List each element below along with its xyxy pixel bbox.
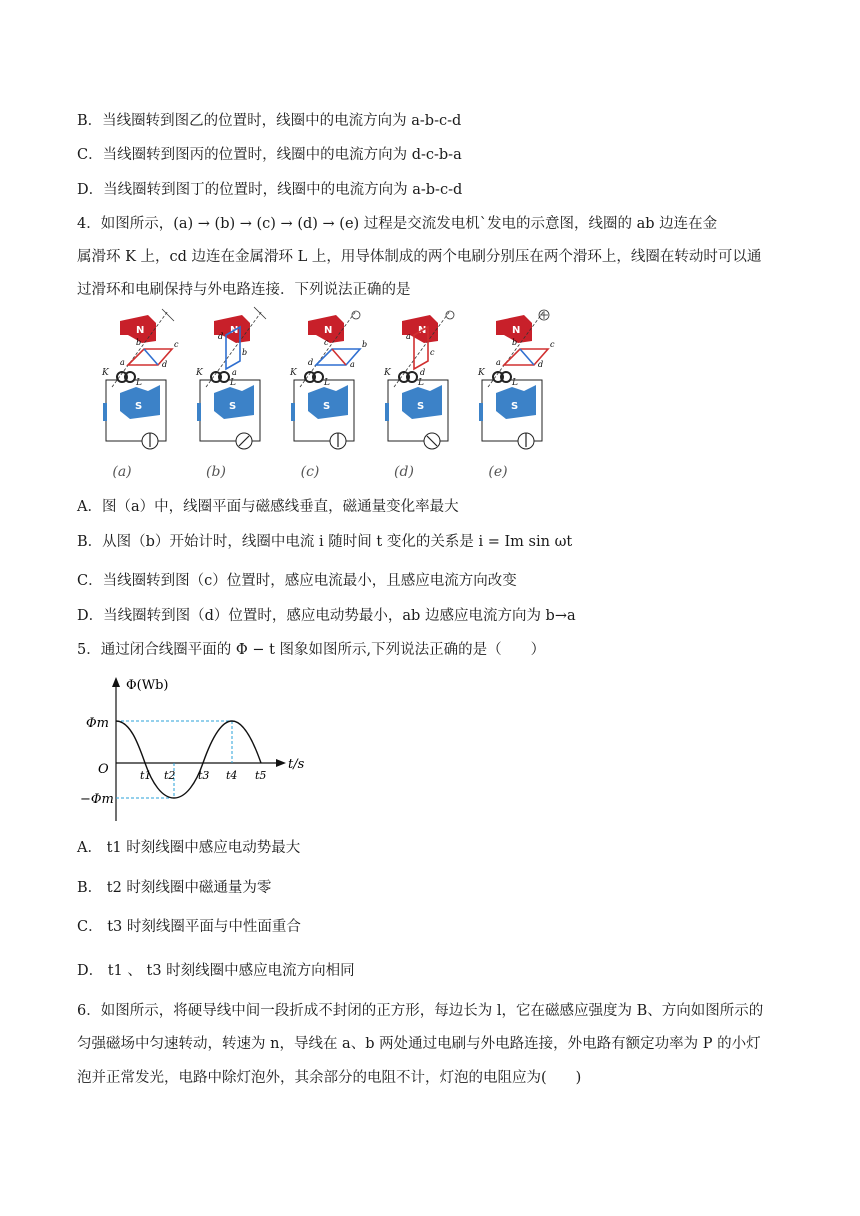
q4-option-d: D．当线圈转到图（d）位置时，感应电动势最小，ab 边感应电流方向为 b→a: [77, 608, 576, 624]
q6-stem-line3: 泡并正常发光，电路中除灯泡外，其余部分的电阻不计，灯泡的电阻应为( ): [77, 1070, 582, 1086]
flux-time-graph: [80, 673, 320, 823]
svg-text:c: c: [430, 348, 435, 357]
svg-text:d: d: [420, 368, 426, 377]
svg-text:a: a: [350, 360, 355, 369]
svg-text:b: b: [242, 348, 248, 357]
generator-figures: K L b c d a d b a c b a d a c d b c d a: [80, 305, 560, 465]
svg-text:a: a: [120, 358, 125, 367]
q4-option-b: B．从图（b）开始计时，线圈中电流 i 随时间 t 变化的关系是 i = Im sin ωt: [77, 534, 573, 550]
graph-tick-t3: t3: [198, 769, 210, 782]
graph-tick-t2: t2: [164, 769, 176, 782]
q3-option-b: B．当线圈转到图乙的位置时，线圈中的电流方向为 a-b-c-d: [77, 113, 462, 129]
svg-text:d: d: [538, 360, 544, 369]
svg-text:c: c: [324, 338, 329, 347]
q4-stem-line3: 过滑环和电刷保持与外电路连接．下列说法正确的是: [77, 282, 411, 298]
q5-option-d: D． t1 、 t3 时刻线圈中感应电流方向相同: [77, 963, 355, 979]
q4-stem-line2: 属滑环 K 上，cd 边连在金属滑环 L 上，用导体制成的两个电刷分别压在两个滑环上，线圈在转动时可以通: [77, 249, 762, 265]
svg-text:a: a: [496, 358, 501, 367]
svg-text:d: d: [308, 358, 314, 367]
figure-label-d: (d): [394, 464, 414, 480]
svg-text:b: b: [362, 340, 368, 349]
figure-label-e: (e): [488, 464, 508, 480]
graph-origin: O: [98, 762, 109, 777]
q5-option-c: C． t3 时刻线圈平面与中性面重合: [77, 919, 301, 935]
graph-phi-min: −Φm: [80, 792, 114, 807]
svg-text:d: d: [162, 360, 168, 369]
svg-text:b: b: [136, 338, 142, 347]
q4-stem-line1: 4．如图所示，(a) → (b) → (c) → (d) → (e) 过程是交流发电机`发电的示意图，线圈的 ab 边连在金: [77, 216, 718, 232]
svg-text:c: c: [174, 340, 179, 349]
graph-tick-t5: t5: [255, 769, 267, 782]
graph-phi-max: Φm: [86, 716, 109, 731]
svg-text:a: a: [232, 368, 237, 377]
q3-option-d: D．当线圈转到图丁的位置时，线圈中的电流方向为 a-b-c-d: [77, 182, 463, 198]
svg-text:a: a: [406, 332, 411, 341]
q5-stem: 5．通过闭合线圈平面的 Φ − t 图象如图所示,下列说法正确的是（ ）: [77, 642, 546, 658]
graph-x-label: t/s: [288, 757, 305, 772]
svg-text:b: b: [512, 338, 518, 347]
q6-stem-line2: 匀强磁场中匀速转动，转速为 n，导线在 a、b 两处通过电刷与外电路连接，外电路有额定功率为 P 的小灯: [77, 1036, 761, 1052]
graph-y-label: Φ(Wb): [126, 678, 169, 693]
figure-label-b: (b): [206, 464, 226, 480]
q4-option-a: A．图（a）中，线圈平面与磁感线垂直，磁通量变化率最大: [77, 499, 459, 515]
q4-option-c: C．当线圈转到图（c）位置时，感应电流最小，且感应电流方向改变: [77, 573, 517, 589]
figure-label-a: (a): [112, 464, 132, 480]
svg-text:c: c: [550, 340, 555, 349]
q5-option-b: B． t2 时刻线圈中磁通量为零: [77, 880, 272, 896]
q6-stem-line1: 6．如图所示，将硬导线中间一段折成不封闭的正方形，每边长为 l，它在磁感应强度为 B、方向如图所示的: [77, 1003, 764, 1019]
graph-tick-t1: t1: [140, 769, 152, 782]
figure-label-c: (c): [300, 464, 320, 480]
graph-tick-t4: t4: [226, 769, 238, 782]
q3-option-c: C．当线圈转到图丙的位置时，线圈中的电流方向为 d-c-b-a: [77, 147, 462, 163]
q5-option-a: A． t1 时刻线圈中感应电动势最大: [77, 840, 301, 856]
svg-text:d: d: [218, 332, 224, 341]
